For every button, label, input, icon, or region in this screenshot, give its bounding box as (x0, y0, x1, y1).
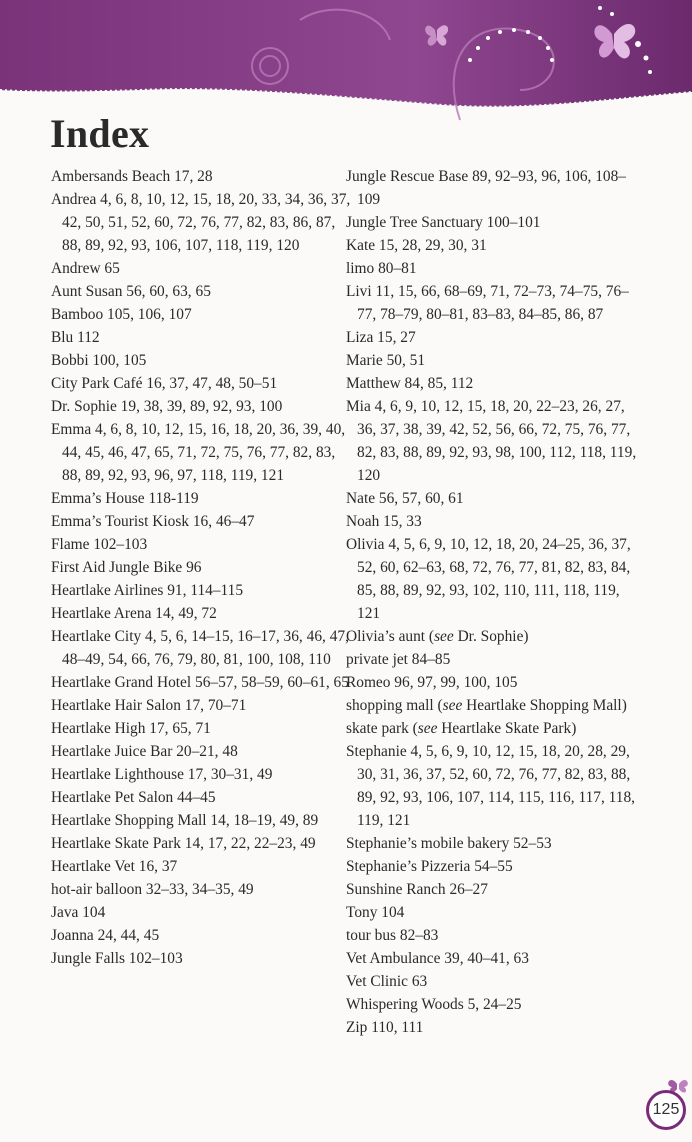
index-entry: Emma’s House 118-119 (51, 490, 199, 507)
index-entry: Jungle Falls 102–103 (51, 950, 183, 967)
index-column-right (346, 165, 646, 1039)
entry-text: skate park ( (346, 720, 418, 737)
index-entry: Liza 15, 27 (346, 329, 416, 346)
index-entry: Bobbi 100, 105 (51, 352, 147, 369)
see-reference: see (434, 628, 454, 645)
page-title: Index (50, 111, 150, 156)
entry-text: Olivia’s aunt ( (346, 628, 435, 645)
page-number-badge (640, 1076, 692, 1142)
index-entry: Jungle Tree Sanctuary 100–101 (346, 214, 541, 231)
index-entry: Aunt Susan 56, 60, 63, 65 (51, 283, 211, 300)
index-entry: Emma’s Tourist Kiosk 16, 46–47 (51, 513, 255, 530)
index-entry: Nate 56, 57, 60, 61 (346, 490, 464, 507)
index-entry: Marie 50, 51 (346, 352, 426, 369)
index-entry: private jet 84–85 (346, 651, 451, 668)
index-entry: Blu 112 (51, 329, 100, 346)
index-entry: Stephanie’s mobile bakery 52–53 (346, 835, 552, 852)
index-entry: Romeo 96, 97, 99, 100, 105 (346, 674, 518, 691)
entry-text: Heartlake Shopping Mall) (462, 697, 627, 714)
index-entry: Heartlake Pet Salon 44–45 (51, 789, 216, 806)
index-entry: Heartlake City 4, 5, 6, 14–15, 16–17, 36, 46, 47, 48–49, 54, 66, 76, 79, 80, 81, 100, 108, 110 (51, 628, 349, 668)
index-entry: Heartlake Lighthouse 17, 30–31, 49 (51, 766, 273, 783)
index-entry: Stephanie’s Pizzeria 54–55 (346, 858, 513, 875)
index-entry: Jungle Rescue Base 89, 92–93, 96, 106, 108–109 (346, 168, 626, 208)
index-entry: Heartlake Juice Bar 20–21, 48 (51, 743, 238, 760)
index-entry (346, 694, 646, 717)
index-entry: Heartlake Skate Park 14, 17, 22, 22–23, 49 (51, 835, 316, 852)
index-entry: Heartlake Shopping Mall 14, 18–19, 49, 89 (51, 812, 319, 829)
index-entry: Heartlake High 17, 65, 71 (51, 720, 211, 737)
index-entry (346, 717, 646, 740)
index-entry (346, 625, 646, 648)
index-entry: Vet Clinic 63 (346, 973, 428, 990)
banner-shape (0, 0, 692, 107)
index-entry: Whispering Woods 5, 24–25 (346, 996, 522, 1013)
index-entry: Noah 15, 33 (346, 513, 422, 530)
index-entry: Bamboo 105, 106, 107 (51, 306, 192, 323)
page-number: 125 (646, 1090, 686, 1130)
index-entry: Livi 11, 15, 66, 68–69, 71, 72–73, 74–75, 76–77, 78–79, 80–81, 83–83, 84–85, 86, 87 (346, 283, 629, 323)
index-entry: Heartlake Airlines 91, 114–115 (51, 582, 244, 599)
index-entry: Flame 102–103 (51, 536, 148, 553)
entry-text: shopping mall ( (346, 697, 443, 714)
index-entry: Heartlake Arena 14, 49, 72 (51, 605, 217, 622)
index-entry: Zip 110, 111 (346, 1019, 424, 1036)
index-entry: Joanna 24, 44, 45 (51, 927, 160, 944)
index-entry: City Park Café 16, 37, 47, 48, 50–51 (51, 375, 278, 392)
index-entry: Sunshine Ranch 26–27 (346, 881, 488, 898)
index-entry: Vet Ambulance 39, 40–41, 63 (346, 950, 529, 967)
entry-text: Heartlake Skate Park) (437, 720, 577, 737)
index-entry: Mia 4, 6, 9, 10, 12, 15, 18, 20, 22–23, 26, 27, 36, 37, 38, 39, 42, 52, 56, 66, 72, 75, 76, 77, 82, 83, 88, 89, 92, 93, 98, 100, 112, 118, 119, 120 (346, 398, 637, 484)
entry-text: Dr. Sophie) (453, 628, 529, 645)
index-entry: Tony 104 (346, 904, 405, 921)
index-entry: Heartlake Vet 16, 37 (51, 858, 178, 875)
index-entry: Dr. Sophie 19, 38, 39, 89, 92, 93, 100 (51, 398, 283, 415)
index-entry: hot-air balloon 32–33, 34–35, 49 (51, 881, 254, 898)
index-entry: Matthew 84, 85, 112 (346, 375, 474, 392)
index-entry: Ambersands Beach 17, 28 (51, 168, 213, 185)
index-entry: limo 80–81 (346, 260, 417, 277)
index-column-left (51, 165, 351, 970)
index-entry: Java 104 (51, 904, 106, 921)
index-entry: Emma 4, 6, 8, 10, 12, 15, 16, 18, 20, 36, 39, 40, 44, 45, 46, 47, 65, 71, 72, 75, 76, 77, 82, 83, 88, 89, 92, 93, 96, 97, 118, 119, 121 (51, 421, 346, 484)
see-reference: see (417, 720, 438, 737)
index-entry: Heartlake Grand Hotel 56–57, 58–59, 60–61, 65 (51, 674, 349, 691)
index-entry: tour bus 82–83 (346, 927, 439, 944)
header-banner (0, 0, 692, 128)
index-entry: First Aid Jungle Bike 96 (51, 559, 202, 576)
see-reference: see (442, 697, 463, 714)
index-entry: Andrew 65 (51, 260, 120, 277)
index-entry: Stephanie 4, 5, 6, 9, 10, 12, 15, 18, 20, 28, 29, 30, 31, 36, 37, 52, 60, 72, 76, 77, 82, 83, 88, 89, 92, 93, 106, 107, 114, 115, 116, 117, 118, 119, 121 (346, 743, 636, 829)
index-entry: Andrea 4, 6, 8, 10, 12, 15, 18, 20, 33, 34, 36, 37, 42, 50, 51, 52, 60, 72, 76, 77, 82, 83, 86, 87, 88, 89, 92, 93, 106, 107, 118, 119, 120 (51, 191, 351, 254)
index-entry: Olivia 4, 5, 6, 9, 10, 12, 18, 20, 24–25, 36, 37, 52, 60, 62–63, 68, 72, 76, 77, 81, 82, 83, 84, 85, 88, 89, 92, 93, 102, 110, 111, 118, 119, 121 (346, 536, 631, 622)
index-entry: Kate 15, 28, 29, 30, 31 (346, 237, 487, 254)
banner-art (0, 0, 692, 128)
index-entry: Heartlake Hair Salon 17, 70–71 (51, 697, 247, 714)
